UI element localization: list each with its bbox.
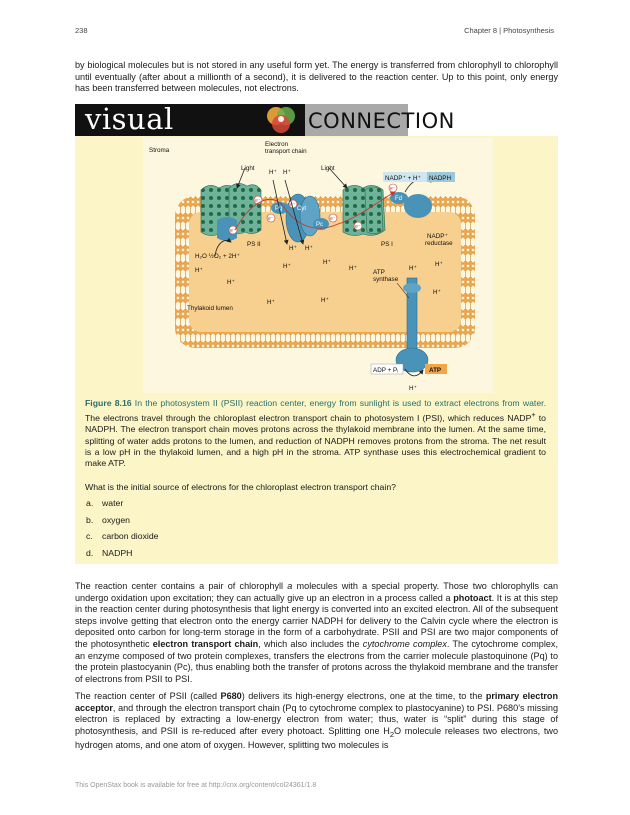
- e-label-3: e⁻: [268, 216, 274, 222]
- nadph-label: NADPH: [429, 175, 452, 182]
- text-run: . The cytochrome complex, an enzyme composed of two protein complexes, transfers the electrons from the carrier molecule plastoquinone (Pq) to the protein plastocyanin (Pc), thus enabling both the transfer of protons across the thylakoid membrane and the transfer of electrons from PSII to PSI.: [75, 638, 558, 684]
- h-lumen-4: H⁺: [283, 263, 291, 270]
- page-number: 238: [75, 26, 88, 35]
- chapter-title: Chapter 8 | Photosynthesis: [464, 26, 554, 35]
- pc-label: Pc: [316, 222, 324, 228]
- fd-label: Fd: [395, 196, 403, 202]
- atp-synthase-label-line1: ATP: [373, 269, 385, 276]
- term-cytochrome-complex: cytochrome complex: [362, 638, 447, 649]
- text-run: ) delivers its high-energy electrons, one at the time, to the: [241, 691, 486, 701]
- reductase-label-line2: reductase: [425, 240, 453, 247]
- option-letter: b.: [86, 514, 94, 525]
- water-equation: H₂O ½O₂ + 2H⁺: [195, 253, 240, 260]
- text-run: , and through the electron transport chain (Pq to cytochrome complex to plastocyanine) to PSI. P680’s missing electron is replaced by extracting a low-energy electron from water; thus, water is “split” during this stage of photosynthesis, and PSII is re-reduced after every photoact. Splitting one H: [75, 702, 558, 736]
- visual-connection-banner: [75, 102, 455, 136]
- etc-label-line1: Electron: [265, 141, 289, 148]
- atp-label: ATP: [429, 367, 442, 374]
- light-label-psii: Light: [241, 165, 255, 172]
- text-run: molecules with a special property. Those two chlorophylls can undergo oxidation upon excitation; they can actually give up an electron in a process called a: [75, 581, 558, 603]
- body-paragraph-reaction-center: [75, 581, 558, 685]
- quiz-option: [86, 515, 159, 532]
- quiz-option: [86, 498, 159, 515]
- nadp-label: NADP⁺ + H⁺: [385, 175, 421, 182]
- option-text: water: [102, 498, 124, 508]
- h-lumen-7: H⁺: [409, 265, 417, 272]
- connection-logo-icon: [257, 104, 305, 136]
- h-lumen-9: H⁺: [227, 279, 235, 286]
- option-text: oxygen: [102, 514, 131, 525]
- e-label-1: e⁻: [255, 198, 261, 204]
- option-letter: a.: [86, 498, 94, 508]
- psii-label: PS II: [247, 241, 261, 248]
- etc-label-line2: transport chain: [265, 148, 307, 155]
- lumen-label: Thylakoid lumen: [187, 305, 233, 312]
- caption-body-2: to NADPH. The electron transport chain moves protons across the thylakoid membrane into the lumen. At the same time, splitting of water adds protons to the lumen, and reduction of NADPH removes protons from the stroma. The net result is a low pH in the thylakoid lumen, and a high pH in the stroma. ATP synthase uses this electrochemical gradient to make ATP.: [85, 413, 546, 469]
- h-stroma-3: H⁺: [409, 385, 417, 392]
- option-letter: c.: [86, 531, 93, 541]
- footer-note: This OpenStax book is available for free at http://cnx.org/content/col24361/1.8: [75, 782, 317, 789]
- e-label-2: e⁻: [290, 202, 296, 208]
- psi-label: PS I: [381, 241, 393, 248]
- h-lumen-11: H⁺: [267, 299, 275, 306]
- option-text: carbon dioxide: [102, 531, 159, 541]
- option-text: NADPH: [102, 547, 133, 558]
- e-label-4: e⁻: [330, 216, 336, 222]
- quiz-options: [86, 498, 159, 564]
- term-electron-transport-chain: electron transport chain: [152, 638, 259, 649]
- figure-label: Figure 8.16: [85, 398, 132, 408]
- text-run: The reaction center contains a pair of chlorophyll: [75, 581, 288, 591]
- text-run: O molecule releases two electrons, two hydrogen atoms, and one atom of oxygen. However, splitting two molecules is: [75, 725, 559, 751]
- figure-caption: [85, 398, 546, 470]
- intro-paragraph: by biological molecules but is not stored in any useful form yet. The energy is transferred from chlorophyll to chlorophyll until eventually (after about a millionth of a second), it is delivered to the reaction center. Up to this point, only energy has been transferred between molecules, not electrons.: [75, 60, 558, 94]
- light-label-psi: Light: [321, 165, 335, 172]
- h-lumen-2: H⁺: [305, 245, 313, 252]
- photosystem-i: [343, 185, 385, 235]
- pq-label: Pq: [275, 206, 283, 212]
- reductase-label-line1: NADP⁺: [427, 233, 448, 240]
- h-lumen-5: H⁺: [323, 259, 331, 266]
- h-stroma-1: H⁺: [269, 169, 277, 176]
- body-paragraph-psii: [75, 691, 558, 752]
- text-run: . It is at this step in the reaction center during photosynthesis that light energy is converted into an excited electron. All of the subsequent steps involve getting that electron onto the energy carrier NADPH for delivery to the Calvin cycle where the electron is deposited onto carbon for long-term storage in the form of a carbohydrate. PSII and PSI are two major components of the photosynthetic: [75, 592, 558, 649]
- term-p680: P680: [220, 691, 242, 701]
- option-letter: d.: [86, 547, 94, 558]
- caption-superscript: +: [531, 410, 536, 420]
- banner-word-visual: visual: [85, 102, 174, 136]
- cyt-label: Cyt: [297, 206, 306, 212]
- banner-word-connection: CONNECTION: [308, 109, 455, 133]
- h-lumen-6: H⁺: [349, 265, 357, 272]
- stroma-label: Stroma: [149, 147, 170, 154]
- term-primary-electron-acceptor: primary electron acceptor: [75, 691, 559, 713]
- atp-synthase-label-line2: synthase: [373, 276, 399, 283]
- thylakoid-electron-transport-diagram: [143, 138, 493, 393]
- term-photoact: photoact: [453, 592, 492, 603]
- italic-run: a: [287, 581, 293, 591]
- text-run: , which also includes the: [258, 638, 363, 649]
- subscript: 2: [389, 729, 395, 739]
- caption-body-1: The electrons travel through the chloroplast electron transport chain to photosystem I (PSI), which reduces NADP: [85, 413, 532, 424]
- h-stroma-2: H⁺: [283, 169, 291, 176]
- quiz-option: [86, 548, 159, 565]
- h-lumen-8: H⁺: [435, 261, 443, 268]
- h-lumen-3: H⁺: [195, 267, 203, 274]
- h-lumen-12: H⁺: [321, 297, 329, 304]
- e-label-6: e⁻: [390, 186, 396, 192]
- h-lumen-10: H⁺: [433, 289, 441, 296]
- quiz-option: [86, 531, 159, 548]
- text-run: The reaction center of PSII (called: [75, 691, 221, 701]
- banner-black-block: [75, 104, 257, 136]
- e-label-5: e⁻: [355, 224, 361, 230]
- e-label-7: e⁻: [230, 228, 236, 234]
- h-lumen-1: H⁺: [289, 245, 297, 252]
- nadp-reductase: [404, 194, 432, 218]
- figure-title: In the photosystem II (PSII) reaction center, energy from sunlight is used to extract electrons from water.: [134, 398, 547, 408]
- adp-label: ADP + Pᵢ: [373, 367, 399, 374]
- quiz-question: What is the initial source of electrons for the chloroplast electron transport chain?: [85, 482, 396, 492]
